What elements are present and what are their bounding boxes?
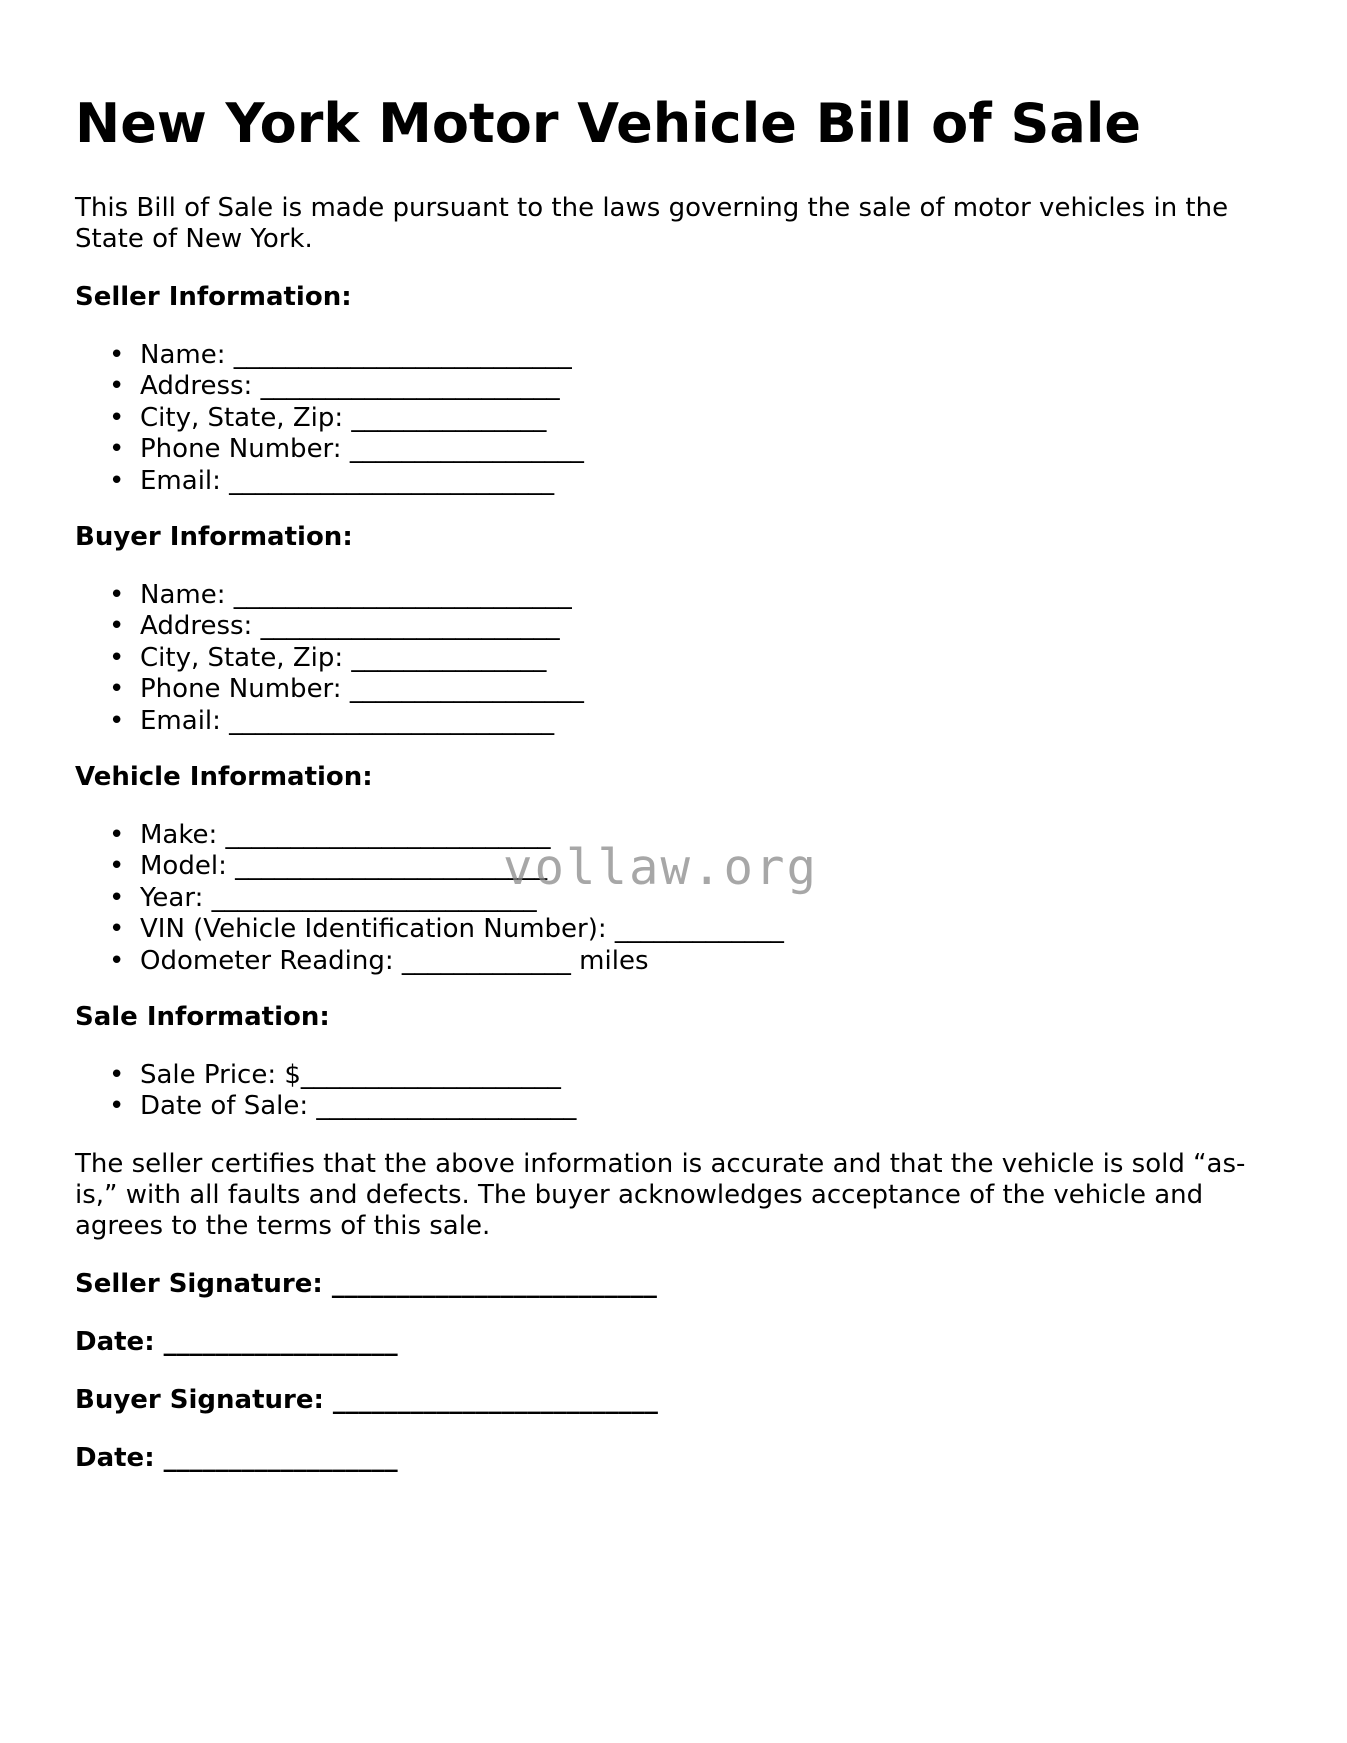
buyer-heading: Buyer Information: <box>75 522 353 552</box>
sale-fields-list <box>75 1060 576 1123</box>
watermark: vollaw.org <box>503 839 819 896</box>
buyer-signature-line[interactable]: Buyer Signature: _________________________ <box>75 1385 658 1415</box>
sale-date-field[interactable]: • Date of Sale: ____________________ <box>140 1091 576 1122</box>
buyer-city-state-zip-field[interactable]: • City, State, Zip: _______________ <box>140 643 584 674</box>
vehicle-make-field[interactable]: • Make: _________________________ <box>140 820 784 851</box>
buyer-date-line[interactable]: Date: __________________ <box>75 1443 398 1473</box>
vehicle-model-field[interactable]: • Model: ________________________ <box>140 851 784 882</box>
intro-paragraph: This Bill of Sale is made pursuant to the laws governing the sale of motor vehicles in the State of New York. <box>75 193 1229 254</box>
vehicle-year-field[interactable]: • Year: _________________________ <box>140 883 784 914</box>
seller-email-field[interactable]: • Email: _________________________ <box>140 466 584 497</box>
buyer-phone-field[interactable]: • Phone Number: __________________ <box>140 674 584 705</box>
certification-paragraph: The seller certifies that the above information is accurate and that the vehicle is sold “as-is,” with all faults and defects. The buyer acknowledges acceptance of the vehicle and agrees to the terms of this sale. <box>75 1149 1246 1241</box>
vehicle-heading: Vehicle Information: <box>75 762 373 792</box>
seller-heading: Seller Information: <box>75 282 352 312</box>
seller-address-field[interactable]: • Address: _______________________ <box>140 371 584 402</box>
seller-date-line[interactable]: Date: __________________ <box>75 1327 398 1357</box>
seller-fields-list <box>75 340 584 497</box>
seller-city-state-zip-field[interactable]: • City, State, Zip: _______________ <box>140 403 584 434</box>
buyer-fields-list <box>75 580 584 737</box>
page-title: New York Motor Vehicle Bill of Sale <box>75 92 1141 155</box>
sale-heading: Sale Information: <box>75 1002 330 1032</box>
sale-price-field[interactable]: • Sale Price: $____________________ <box>140 1060 576 1091</box>
buyer-address-field[interactable]: • Address: _______________________ <box>140 611 584 642</box>
seller-name-field[interactable]: • Name: __________________________ <box>140 340 584 371</box>
vehicle-fields-list <box>75 820 784 977</box>
seller-signature-line[interactable]: Seller Signature: _________________________ <box>75 1269 657 1299</box>
vehicle-odometer-field[interactable]: • Odometer Reading: _____________ miles <box>140 946 784 977</box>
vehicle-vin-field[interactable]: • VIN (Vehicle Identification Number): _____________ <box>140 914 784 945</box>
buyer-name-field[interactable]: • Name: __________________________ <box>140 580 584 611</box>
buyer-email-field[interactable]: • Email: _________________________ <box>140 706 584 737</box>
seller-phone-field[interactable]: • Phone Number: __________________ <box>140 434 584 465</box>
